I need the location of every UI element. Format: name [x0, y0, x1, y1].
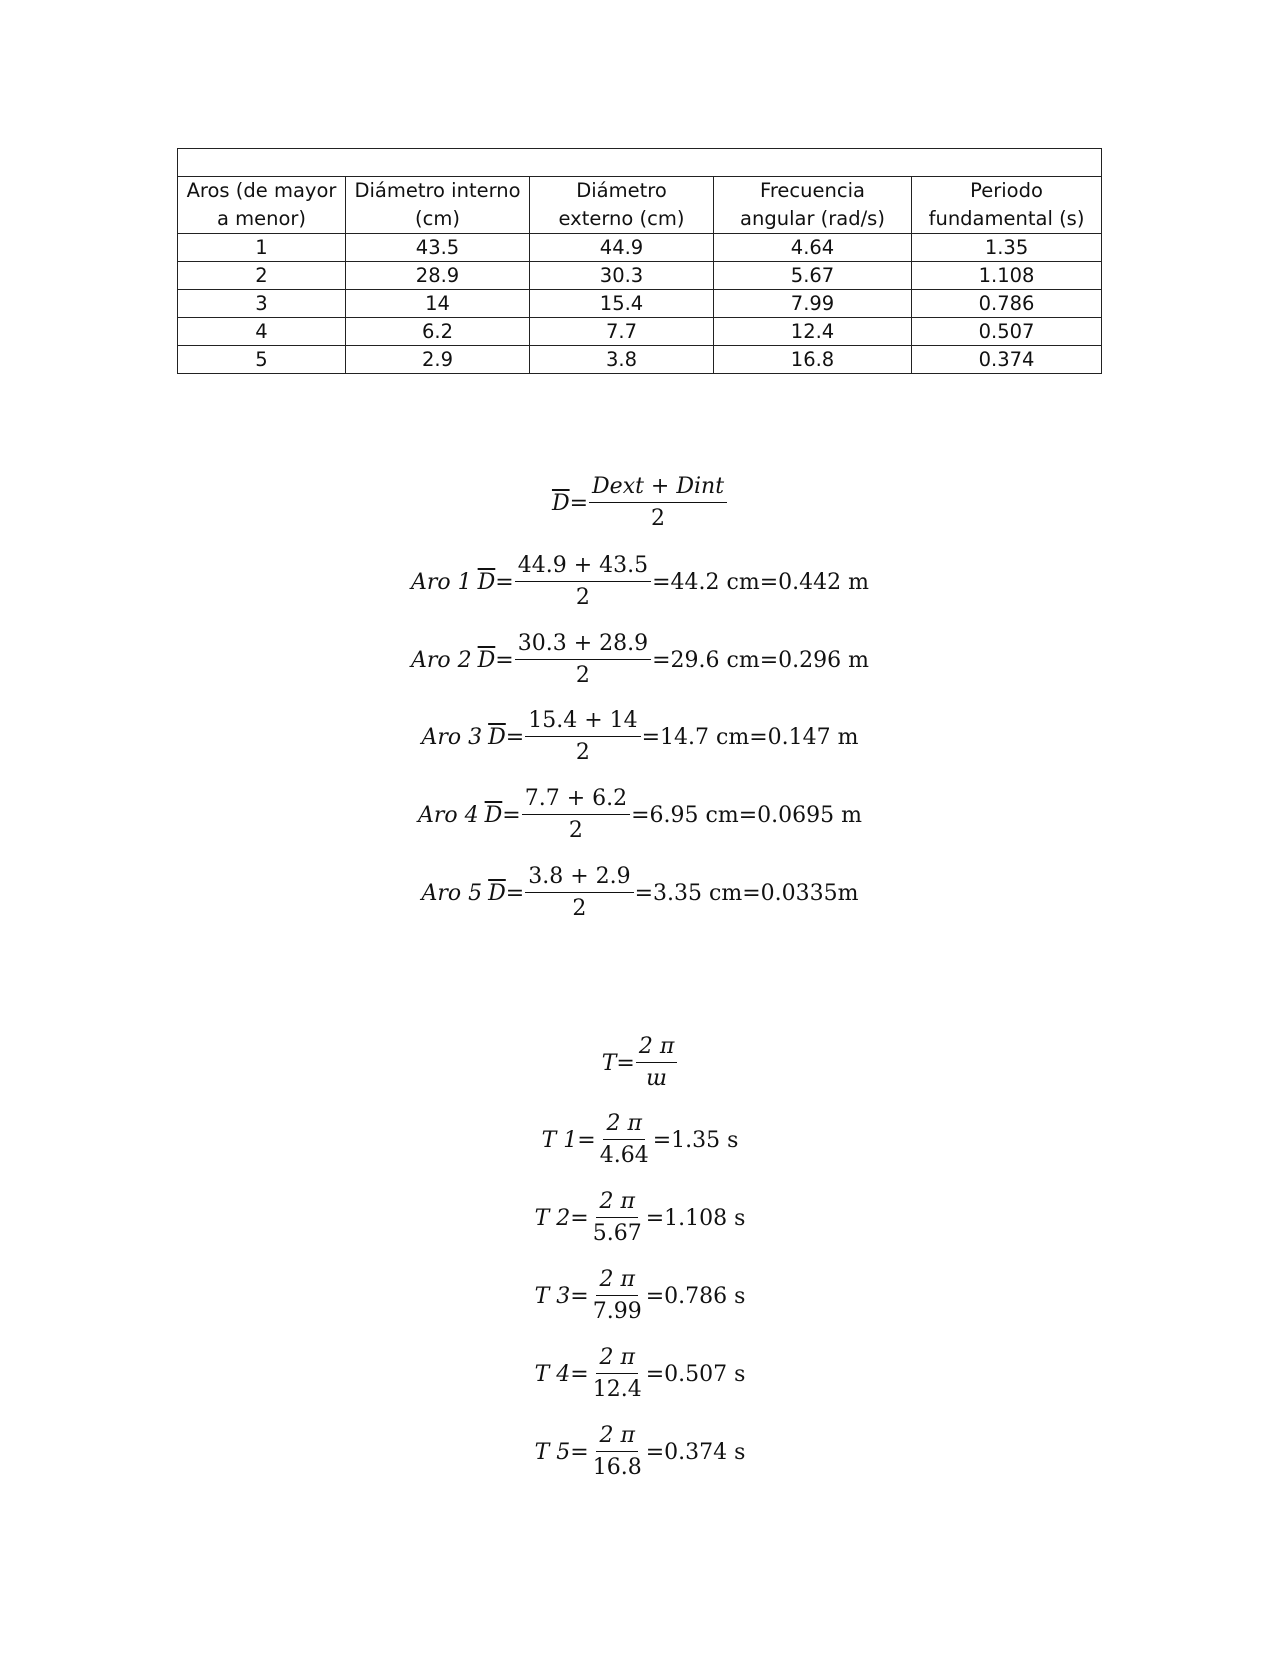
equation-label: T 1 [541, 1127, 578, 1153]
fraction-denominator: 2 [575, 740, 590, 765]
table-row [178, 346, 1102, 374]
symbol-d-bar: $\overline{D}$ [484, 802, 503, 828]
equation-result: =6.95 cm=0.0695 m [631, 802, 862, 828]
equation-period [0, 1034, 1280, 1092]
equation-t5: T 5 = $\frac{2 \pi}{16.8}$ =0.374 s [534, 1423, 746, 1480]
symbol-d-bar: $\overline{D}$ [488, 724, 506, 750]
table-cell: 0.507 [912, 318, 1102, 346]
table-cell: 7.99 [714, 290, 912, 318]
fraction-numerator: 15.4 + 14 [525, 708, 640, 737]
equation-aro-4: Aro 4 $\overline{D}$ = $\frac{7.7 + 6.2}{2}$ =6.95 cm=0.0695 m [418, 786, 862, 843]
col-header-diametro-interno: Diámetro interno (cm) [346, 177, 530, 234]
col-header-aros: Aros (de mayor a menor) [178, 177, 346, 234]
table-cell: 2.9 [346, 346, 530, 374]
fraction [590, 1267, 645, 1325]
fraction-denominator: 2 [651, 506, 666, 531]
table-cell: 44.9 [530, 234, 714, 262]
table-cell: 12.4 [714, 318, 912, 346]
table-cell: 1.108 [912, 262, 1102, 290]
equation-aro-1: Aro 1 $\overline{D}$ = $\frac{44.9 + 43.5}{2}$ =44.2 cm=0.442 m [411, 553, 869, 610]
fraction-numerator: 2 π [603, 1111, 644, 1140]
table-row [178, 290, 1102, 318]
fraction-numerator: 3.8 + 2.9 [525, 864, 633, 893]
table-cell: 5.67 [714, 262, 912, 290]
equation-result: =3.35 cm=0.0335m [634, 880, 859, 906]
fraction [590, 1345, 645, 1403]
table-cell: 0.786 [912, 290, 1102, 318]
equation-result: =1.108 s [645, 1205, 746, 1231]
equation-aro-2: Aro 2 $\overline{D}$ = $\frac{30.3 + 28.9}{2}$ =29.6 cm=0.296 m [411, 631, 869, 688]
table-cell: 4 [178, 318, 346, 346]
symbol-d-bar: $\overline{D}$ [477, 569, 496, 595]
fraction [515, 553, 651, 611]
fraction-numerator: 2 π [636, 1034, 677, 1063]
table-cell: 28.9 [346, 262, 530, 290]
table-cell: 2 [178, 262, 346, 290]
col-header-frecuencia-angular: Frecuencia angular (rad/s) [714, 177, 912, 234]
table-cell: 3 [178, 290, 346, 318]
equation-t4: T 4 = $\frac{2 \pi}{12.4}$ =0.507 s [534, 1345, 746, 1402]
fraction [589, 474, 727, 532]
fraction-numerator: 7.7 + 6.2 [522, 786, 630, 815]
equation-t2: T 2 = $\frac{2 \pi}{5.67}$ =1.108 s [534, 1189, 746, 1246]
symbol-d-bar: $\overline{D}$ [551, 490, 570, 516]
fraction-denominator: 2 [575, 585, 590, 610]
fraction-denominator: 16.8 [592, 1455, 642, 1480]
fraction-denominator: 7.99 [592, 1299, 642, 1324]
equation-t1: T 1 = $\frac{2 \pi}{4.64}$ =1.35 s [541, 1111, 739, 1168]
table-header-row [178, 177, 1102, 234]
equation-result: =0.507 s [645, 1361, 746, 1387]
fraction-numerator: 2 π [596, 1423, 637, 1452]
table-cell: 4.64 [714, 234, 912, 262]
equation-label: T 5 [534, 1439, 571, 1465]
fraction-denominator: 12.4 [592, 1377, 642, 1402]
equation-result: =0.374 s [645, 1439, 746, 1465]
equation-result: =14.7 cm=0.147 m [641, 724, 859, 750]
equation-label: Aro 2 [411, 647, 472, 673]
fraction [515, 631, 651, 689]
table-cell: 0.374 [912, 346, 1102, 374]
col-header-diametro-externo: Diámetro externo (cm) [530, 177, 714, 234]
equation-label: Aro 1 [411, 569, 472, 595]
table-title-row [178, 149, 1102, 177]
table-cell: 43.5 [346, 234, 530, 262]
fraction-numerator: 44.9 + 43.5 [515, 553, 651, 582]
col-header-periodo-fundamental: Periodo fundamental (s) [912, 177, 1102, 234]
equation-result: =1.35 s [652, 1127, 739, 1153]
equation-label: Aro 3 [421, 724, 483, 750]
table-cell: 16.8 [714, 346, 912, 374]
equation-result: =0.786 s [645, 1283, 746, 1309]
equation-label: T 4 [534, 1361, 571, 1387]
table-cell: 14 [346, 290, 530, 318]
equation-label: T 2 [534, 1205, 571, 1231]
fraction-denominator: ɯ [646, 1066, 667, 1091]
fraction-numerator: 2 π [596, 1267, 637, 1296]
table-row [178, 234, 1102, 262]
table-row [178, 262, 1102, 290]
fraction-numerator: 30.3 + 28.9 [515, 631, 651, 660]
equation-label: Aro 5 [421, 880, 483, 906]
equation-aro-3: Aro 3 $\overline{D}$ = $\frac{15.4 + 14}{2}$ =14.7 cm=0.147 m [421, 708, 859, 765]
equation-result: =29.6 cm=0.296 m [652, 647, 869, 673]
symbol-d-bar: $\overline{D}$ [477, 647, 496, 673]
fraction-denominator: 2 [575, 663, 590, 688]
table-cell: 30.3 [530, 262, 714, 290]
table-cell: 1 [178, 234, 346, 262]
fraction [590, 1189, 645, 1247]
fraction-numerator: Dext + Dint [589, 474, 727, 503]
equation-mean-diameter [0, 474, 1280, 532]
equals-sign: = [569, 490, 589, 516]
table-cell: 5 [178, 346, 346, 374]
equation-label: Aro 4 [418, 802, 479, 828]
fraction [636, 1034, 677, 1092]
fraction-denominator: 5.67 [592, 1221, 642, 1246]
table-cell: 3.8 [530, 346, 714, 374]
fraction-denominator: 4.64 [599, 1143, 649, 1168]
symbol-t: T [601, 1050, 617, 1076]
equation-t3: T 3 = $\frac{2 \pi}{7.99}$ =0.786 s [534, 1267, 746, 1324]
equals-sign: = [616, 1050, 635, 1076]
table-row [178, 318, 1102, 346]
fraction [597, 1111, 652, 1169]
equation-aro-5: Aro 5 $\overline{D}$ = $\frac{3.8 + 2.9}{2}$ =3.35 cm=0.0335m [421, 864, 859, 921]
fraction-numerator: 2 π [596, 1189, 637, 1218]
table-cell: 6.2 [346, 318, 530, 346]
fraction [590, 1423, 645, 1481]
results-table [177, 148, 1102, 374]
fraction [522, 786, 630, 844]
fraction-denominator: 2 [572, 896, 587, 921]
fraction [525, 708, 640, 766]
fraction-denominator: 2 [568, 818, 583, 843]
table-cell: 15.4 [530, 290, 714, 318]
fraction [525, 864, 633, 922]
table-title [178, 149, 1102, 177]
fraction-numerator: 2 π [596, 1345, 637, 1374]
equation-label: T 3 [534, 1283, 571, 1309]
table-cell: 1.35 [912, 234, 1102, 262]
table-cell: 7.7 [530, 318, 714, 346]
equation-result: =44.2 cm=0.442 m [652, 569, 869, 595]
symbol-d-bar: $\overline{D}$ [488, 880, 506, 906]
